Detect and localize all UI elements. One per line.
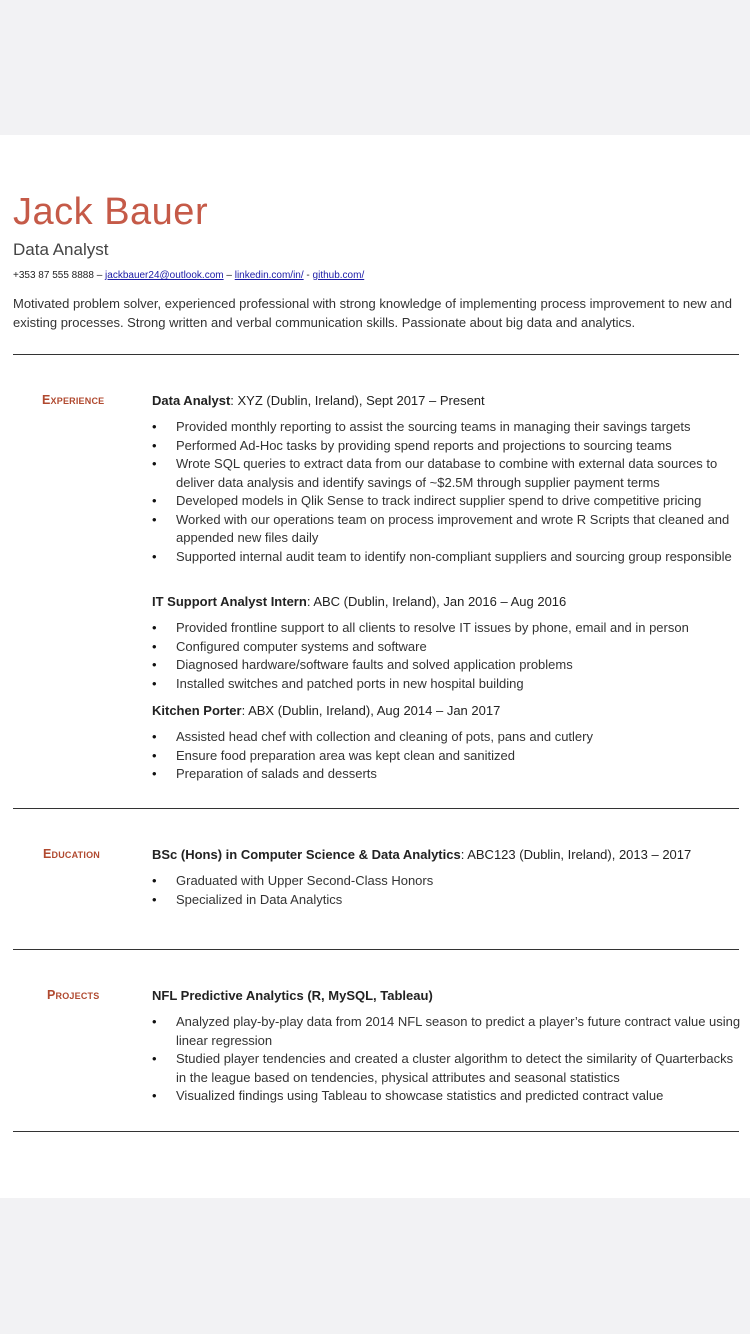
bullet-item: • Configured computer systems and software bbox=[152, 638, 742, 657]
project-bullets bbox=[152, 1013, 742, 1106]
education-label: Education bbox=[43, 847, 100, 861]
project-heading bbox=[152, 986, 433, 1005]
email-link[interactable]: jackbauer24@outlook.com bbox=[105, 270, 224, 281]
bullet-item: • Visualized findings using Tableau to showcase statistics and predicted contract value bbox=[152, 1087, 742, 1106]
experience-label: Experience bbox=[42, 393, 105, 407]
resume-page bbox=[0, 135, 750, 1198]
bullet-item: • Provided monthly reporting to assist the sourcing teams in managing their savings targets bbox=[152, 418, 742, 437]
projects-label: Projects bbox=[47, 988, 100, 1002]
bullet-item: • Worked with our operations team on process improvement and wrote R Scripts that cleaned and appended new files daily bbox=[152, 511, 742, 548]
job-title: IT Support Analyst Intern bbox=[152, 594, 307, 609]
linkedin-link[interactable]: linkedin.com/in/ bbox=[234, 270, 304, 281]
contact-line bbox=[13, 271, 364, 281]
section-divider bbox=[13, 808, 739, 809]
job-heading bbox=[152, 592, 566, 611]
contact-separator: - bbox=[303, 270, 313, 281]
section-divider bbox=[13, 949, 739, 950]
job-heading bbox=[152, 701, 500, 720]
project-title: NFL Predictive Analytics (R, MySQL, Tableau) bbox=[152, 988, 433, 1003]
education-bullets bbox=[152, 872, 742, 909]
candidate-name: Jack Bauer bbox=[13, 191, 209, 233]
job-details: : XYZ (Dublin, Ireland), Sept 2017 – Present bbox=[230, 393, 485, 408]
bullet-item: • Installed switches and patched ports in new hospital building bbox=[152, 675, 742, 694]
section-divider bbox=[13, 354, 739, 355]
contact-separator: – bbox=[223, 270, 235, 281]
bullet-item: • Developed models in Qlik Sense to track indirect supplier spend to drive competitive pricing bbox=[152, 492, 742, 511]
degree-heading bbox=[152, 845, 691, 864]
bullet-item: • Graduated with Upper Second-Class Honors bbox=[152, 872, 742, 891]
summary-paragraph: Motivated problem solver, experienced professional with strong knowledge of implementing process improvement to new and existing processes. Strong written and verbal communication skills. Passionate about big data and analytics. bbox=[13, 296, 732, 330]
bullet-item: • Assisted head chef with collection and cleaning of pots, pans and cutlery bbox=[152, 728, 742, 747]
job-bullets bbox=[152, 728, 742, 784]
bullet-item: • Studied player tendencies and created a cluster algorithm to detect the similarity of Quarterbacks in the league based on tendencies, physical attributes and seasonal statistics bbox=[152, 1050, 742, 1087]
bullet-item: • Wrote SQL queries to extract data from our database to combine with external data sources to deliver data analysis and identify savings of ~$2.5M through supplier payment terms bbox=[152, 455, 742, 492]
section-divider bbox=[13, 1131, 739, 1132]
bullet-item: • Supported internal audit team to identify non-compliant suppliers and sourcing group responsible bbox=[152, 548, 742, 567]
degree-details: : ABC123 (Dublin, Ireland), 2013 – 2017 bbox=[460, 847, 692, 862]
job-title: Data Analyst bbox=[152, 393, 231, 408]
job-bullets bbox=[152, 619, 742, 693]
candidate-role: Data Analyst bbox=[13, 240, 109, 259]
bullet-item: • Ensure food preparation area was kept clean and sanitized bbox=[152, 747, 742, 766]
bullet-item: • Preparation of salads and desserts bbox=[152, 765, 742, 784]
job-heading bbox=[152, 391, 485, 410]
bullet-item: • Performed Ad-Hoc tasks by providing spend reports and projections to sourcing teams bbox=[152, 437, 742, 456]
phone-number: +353 87 555 8888 – bbox=[13, 270, 106, 281]
degree-title: BSc (Hons) in Computer Science & Data Analytics bbox=[152, 847, 461, 862]
job-title: Kitchen Porter bbox=[152, 703, 242, 718]
bullet-item: • Analyzed play-by-play data from 2014 NFL season to predict a player’s future contract value using linear regression bbox=[152, 1013, 742, 1050]
github-link[interactable]: github.com/ bbox=[312, 270, 365, 281]
bullet-item: • Provided frontline support to all clients to resolve IT issues by phone, email and in person bbox=[152, 619, 742, 638]
job-bullets bbox=[152, 418, 742, 566]
bullet-item: • Specialized in Data Analytics bbox=[152, 891, 742, 910]
job-details: : ABX (Dublin, Ireland), Aug 2014 – Jan 2017 bbox=[241, 703, 501, 718]
bullet-item: • Diagnosed hardware/software faults and solved application problems bbox=[152, 656, 742, 675]
job-details: : ABC (Dublin, Ireland), Jan 2016 – Aug 2016 bbox=[306, 594, 567, 609]
